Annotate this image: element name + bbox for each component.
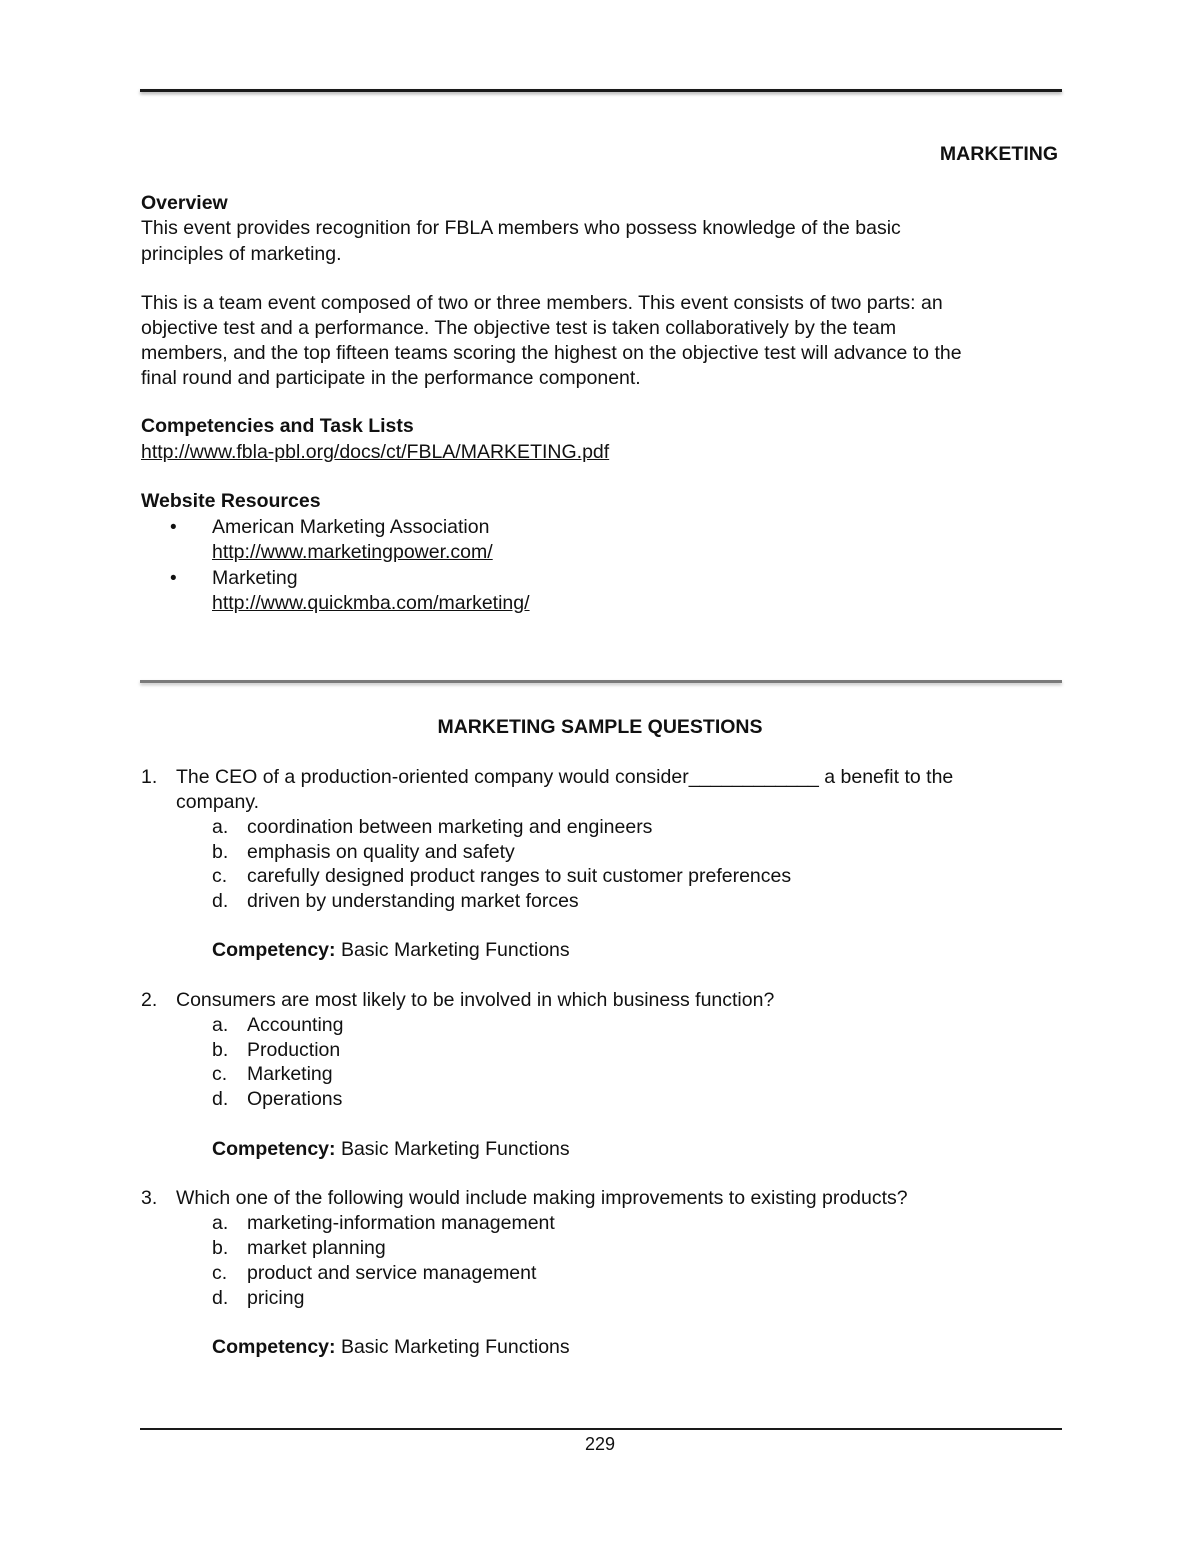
footer-rule	[140, 1428, 1062, 1430]
option-letter: c.	[212, 1063, 228, 1085]
page-number: 229	[584, 1434, 616, 1454]
section-divider	[140, 680, 1062, 683]
question-2-text-line-1: Consumers are most likely to be involved in which business function?	[176, 989, 775, 1011]
option-text: driven by understanding market forces	[247, 890, 579, 912]
option-letter: a.	[212, 816, 229, 838]
option-letter: d.	[212, 1088, 229, 1110]
option-letter: c.	[212, 865, 228, 887]
option-letter: a.	[212, 1212, 229, 1234]
option-text: market planning	[247, 1237, 386, 1259]
competency-line	[212, 1335, 570, 1360]
competency-line	[212, 938, 570, 963]
option-text: Production	[247, 1039, 341, 1061]
question-1-text-line-2: company.	[176, 791, 260, 813]
competency-label: Competency:	[212, 1336, 336, 1358]
question-1-text-line-1: The CEO of a production-oriented company would consider____________ a benefit to the	[176, 766, 954, 788]
bullet-icon: •	[170, 568, 177, 589]
overview-paragraph-1-line-1: This event provides recognition for FBLA members who possess knowledge of the basic	[141, 217, 901, 239]
option-letter: b.	[212, 1237, 229, 1259]
overview-paragraph-2-line-3: members, and the top fifteen teams scoring the highest on the objective test will advance to the	[141, 342, 962, 364]
resource-link-marketing[interactable]: http://www.quickmba.com/marketing/	[212, 592, 530, 614]
overview-paragraph-1-line-2: principles of marketing.	[141, 243, 342, 265]
competency-value: Basic Marketing Functions	[340, 1138, 570, 1160]
resource-link-ama[interactable]: http://www.marketingpower.com/	[212, 541, 493, 563]
website-resources-heading: Website Resources	[141, 490, 321, 512]
option-letter: b.	[212, 1039, 229, 1061]
competency-value: Basic Marketing Functions	[340, 939, 570, 961]
competency-line	[212, 1137, 570, 1162]
top-rule	[140, 89, 1062, 92]
question-number: 1.	[141, 766, 158, 788]
option-text: product and service management	[247, 1262, 537, 1284]
section-title: MARKETING	[939, 143, 1058, 165]
option-letter: a.	[212, 1014, 229, 1036]
competency-value: Basic Marketing Functions	[340, 1336, 570, 1358]
question-number: 3.	[141, 1187, 158, 1209]
overview-paragraph-2-line-4: final round and participate in the performance component.	[141, 367, 641, 389]
overview-paragraph-2-line-2: objective test and a performance. The objective test is taken collaboratively by the team	[141, 317, 897, 339]
resource-name-ama: American Marketing Association	[212, 516, 490, 538]
option-text: Operations	[247, 1088, 343, 1110]
option-letter: c.	[212, 1262, 228, 1284]
option-text: Marketing	[247, 1063, 333, 1085]
overview-heading: Overview	[141, 192, 228, 214]
option-text: coordination between marketing and engineers	[247, 816, 653, 838]
competency-label: Competency:	[212, 1138, 336, 1160]
question-3-text-line-1: Which one of the following would include making improvements to existing products?	[176, 1187, 908, 1209]
overview-paragraph-2-line-1: This is a team event composed of two or three members. This event consists of two parts: an	[141, 292, 943, 314]
option-letter: d.	[212, 890, 229, 912]
competency-label: Competency:	[212, 939, 336, 961]
option-text: pricing	[247, 1287, 305, 1309]
resource-name-marketing: Marketing	[212, 567, 298, 589]
option-text: marketing-information management	[247, 1212, 555, 1234]
sample-questions-title: MARKETING SAMPLE QUESTIONS	[437, 716, 763, 738]
bullet-icon: •	[170, 517, 177, 538]
option-text: Accounting	[247, 1014, 344, 1036]
competencies-link[interactable]: http://www.fbla-pbl.org/docs/ct/FBLA/MARKETING.pdf	[141, 441, 610, 463]
option-letter: d.	[212, 1287, 229, 1309]
option-text: emphasis on quality and safety	[247, 841, 515, 863]
option-letter: b.	[212, 841, 229, 863]
option-text: carefully designed product ranges to suit customer preferences	[247, 865, 792, 887]
question-number: 2.	[141, 989, 158, 1011]
competencies-heading: Competencies and Task Lists	[141, 415, 414, 437]
